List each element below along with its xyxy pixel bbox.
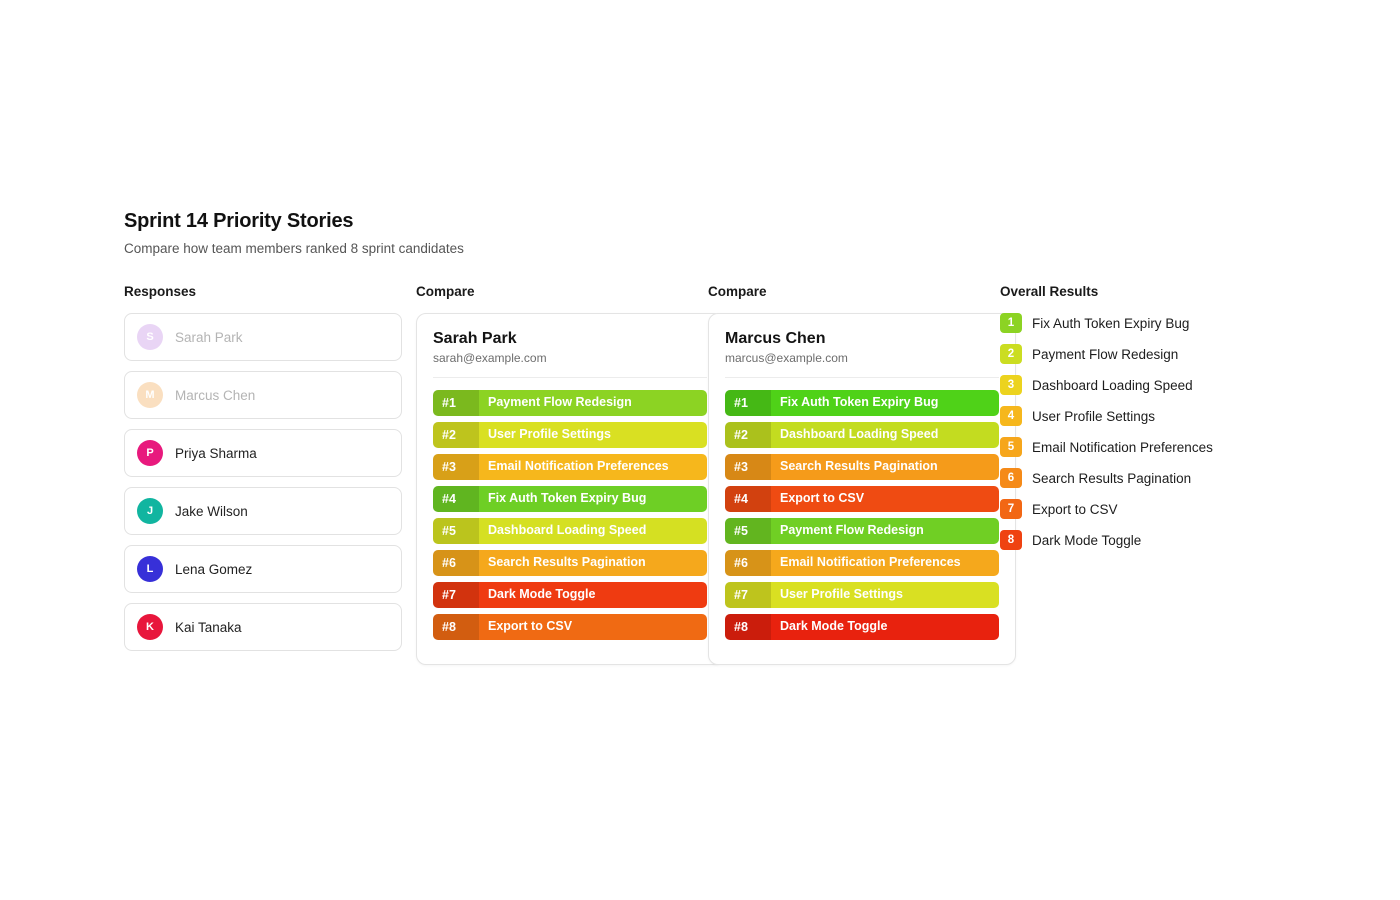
- page-subtitle: Compare how team members ranked 8 sprint candidates: [124, 241, 464, 256]
- overall-result-rank-badge: 1: [1000, 313, 1022, 333]
- avatar: L: [137, 556, 163, 582]
- response-name: Sarah Park: [175, 329, 243, 345]
- ranking-row[interactable]: [725, 422, 999, 448]
- response-list-item[interactable]: [124, 313, 402, 361]
- ranking-number: #7: [725, 582, 771, 608]
- ranking-row[interactable]: [725, 390, 999, 416]
- response-list-item[interactable]: [124, 603, 402, 651]
- compare-card-2: [708, 313, 1016, 665]
- compare-heading-1: Compare: [416, 284, 475, 299]
- ranking-number: #5: [433, 518, 479, 544]
- ranking-label: Dark Mode Toggle: [780, 619, 888, 634]
- compare-person-email-1: sarah@example.com: [433, 351, 707, 378]
- overall-result-label: Dashboard Loading Speed: [1032, 377, 1193, 393]
- ranking-label: Dashboard Loading Speed: [488, 523, 647, 538]
- overall-result-label: Payment Flow Redesign: [1032, 346, 1179, 362]
- overall-result-row: [1000, 375, 1260, 395]
- compare-column-2: [708, 284, 1000, 665]
- response-name: Lena Gomez: [175, 561, 253, 577]
- overall-result-row: [1000, 406, 1260, 426]
- avatar: P: [137, 440, 163, 466]
- response-list-item[interactable]: [124, 429, 402, 477]
- ranking-number: #4: [433, 486, 479, 512]
- avatar: K: [137, 614, 163, 640]
- ranking-number: #1: [725, 390, 771, 416]
- overall-result-label: User Profile Settings: [1032, 408, 1156, 424]
- ranking-row[interactable]: [725, 582, 999, 608]
- response-name: Kai Tanaka: [175, 619, 242, 635]
- overall-result-rank-badge: 3: [1000, 375, 1022, 395]
- overall-result-rank-badge: 5: [1000, 437, 1022, 457]
- ranking-row[interactable]: [433, 454, 707, 480]
- overall-results-heading: Overall Results: [1000, 284, 1099, 299]
- response-list-item[interactable]: [124, 545, 402, 593]
- compare-person-email-2: marcus@example.com: [725, 351, 999, 378]
- overall-result-row: [1000, 530, 1260, 550]
- compare-person-name-1: Sarah Park: [433, 330, 517, 347]
- avatar: J: [137, 498, 163, 524]
- response-list-item[interactable]: [124, 371, 402, 419]
- ranking-number: #1: [433, 390, 479, 416]
- ranking-row[interactable]: [725, 518, 999, 544]
- response-name: Marcus Chen: [175, 387, 256, 403]
- avatar: S: [137, 324, 163, 350]
- overall-result-rank-badge: 4: [1000, 406, 1022, 426]
- ranking-label: Payment Flow Redesign: [780, 523, 924, 538]
- ranking-number: #8: [725, 614, 771, 640]
- overall-result-row: [1000, 499, 1260, 519]
- compare-card-1: [416, 313, 724, 665]
- ranking-row[interactable]: [433, 390, 707, 416]
- ranking-row[interactable]: [433, 486, 707, 512]
- compare-column-1: [416, 284, 708, 665]
- ranking-number: #2: [725, 422, 771, 448]
- responses-column: [124, 284, 416, 661]
- ranking-row[interactable]: [725, 486, 999, 512]
- ranking-row[interactable]: [433, 550, 707, 576]
- ranking-number: #6: [725, 550, 771, 576]
- avatar: M: [137, 382, 163, 408]
- overall-result-rank-badge: 6: [1000, 468, 1022, 488]
- overall-result-rank-badge: 7: [1000, 499, 1022, 519]
- ranking-label: Search Results Pagination: [488, 555, 646, 570]
- ranking-row[interactable]: [433, 518, 707, 544]
- ranking-number: #8: [433, 614, 479, 640]
- ranking-label: Dark Mode Toggle: [488, 587, 596, 602]
- ranking-label: User Profile Settings: [488, 427, 611, 442]
- overall-results-list: [1000, 313, 1260, 550]
- compare-heading-2: Compare: [708, 284, 767, 299]
- response-name: Jake Wilson: [175, 503, 248, 519]
- ranking-number: #3: [725, 454, 771, 480]
- ranking-label: Fix Auth Token Expiry Bug: [488, 491, 647, 506]
- page-title: Sprint 14 Priority Stories: [124, 210, 354, 232]
- overall-result-row: [1000, 468, 1260, 488]
- ranking-row[interactable]: [433, 582, 707, 608]
- ranking-label: Search Results Pagination: [780, 459, 938, 474]
- ranking-number: #4: [725, 486, 771, 512]
- ranking-label: Fix Auth Token Expiry Bug: [780, 395, 939, 410]
- overall-result-label: Export to CSV: [1032, 501, 1118, 517]
- ranking-row[interactable]: [433, 422, 707, 448]
- columns-container: [124, 284, 1284, 665]
- responses-heading: Responses: [124, 284, 197, 299]
- ranking-number: #2: [433, 422, 479, 448]
- ranking-row[interactable]: [725, 614, 999, 640]
- responses-list: [124, 313, 416, 651]
- overall-result-label: Search Results Pagination: [1032, 470, 1192, 486]
- overall-result-rank-badge: 2: [1000, 344, 1022, 364]
- ranking-label: Dashboard Loading Speed: [780, 427, 939, 442]
- ranking-number: #6: [433, 550, 479, 576]
- overall-result-row: [1000, 313, 1260, 333]
- ranking-number: #5: [725, 518, 771, 544]
- response-list-item[interactable]: [124, 487, 402, 535]
- ranking-list-2: [725, 390, 999, 640]
- ranking-label: Email Notification Preferences: [488, 459, 669, 474]
- ranking-label: Export to CSV: [488, 619, 573, 634]
- ranking-row[interactable]: [725, 454, 999, 480]
- response-name: Priya Sharma: [175, 445, 257, 461]
- overall-result-row: [1000, 344, 1260, 364]
- ranking-label: Email Notification Preferences: [780, 555, 961, 570]
- overall-result-rank-badge: 8: [1000, 530, 1022, 550]
- ranking-number: #3: [433, 454, 479, 480]
- ranking-label: User Profile Settings: [780, 587, 903, 602]
- overall-result-row: [1000, 437, 1260, 457]
- ranking-number: #7: [433, 582, 479, 608]
- ranking-row[interactable]: [433, 614, 707, 640]
- overall-result-label: Email Notification Preferences: [1032, 439, 1213, 455]
- ranking-label: Payment Flow Redesign: [488, 395, 632, 410]
- overall-result-label: Dark Mode Toggle: [1032, 532, 1142, 548]
- ranking-label: Export to CSV: [780, 491, 865, 506]
- ranking-list-1: [433, 390, 707, 640]
- overall-result-label: Fix Auth Token Expiry Bug: [1032, 315, 1190, 331]
- overall-results-column: [1000, 284, 1260, 561]
- ranking-comparison-page: [124, 210, 1284, 665]
- ranking-row[interactable]: [725, 550, 999, 576]
- compare-person-name-2: Marcus Chen: [725, 330, 826, 347]
